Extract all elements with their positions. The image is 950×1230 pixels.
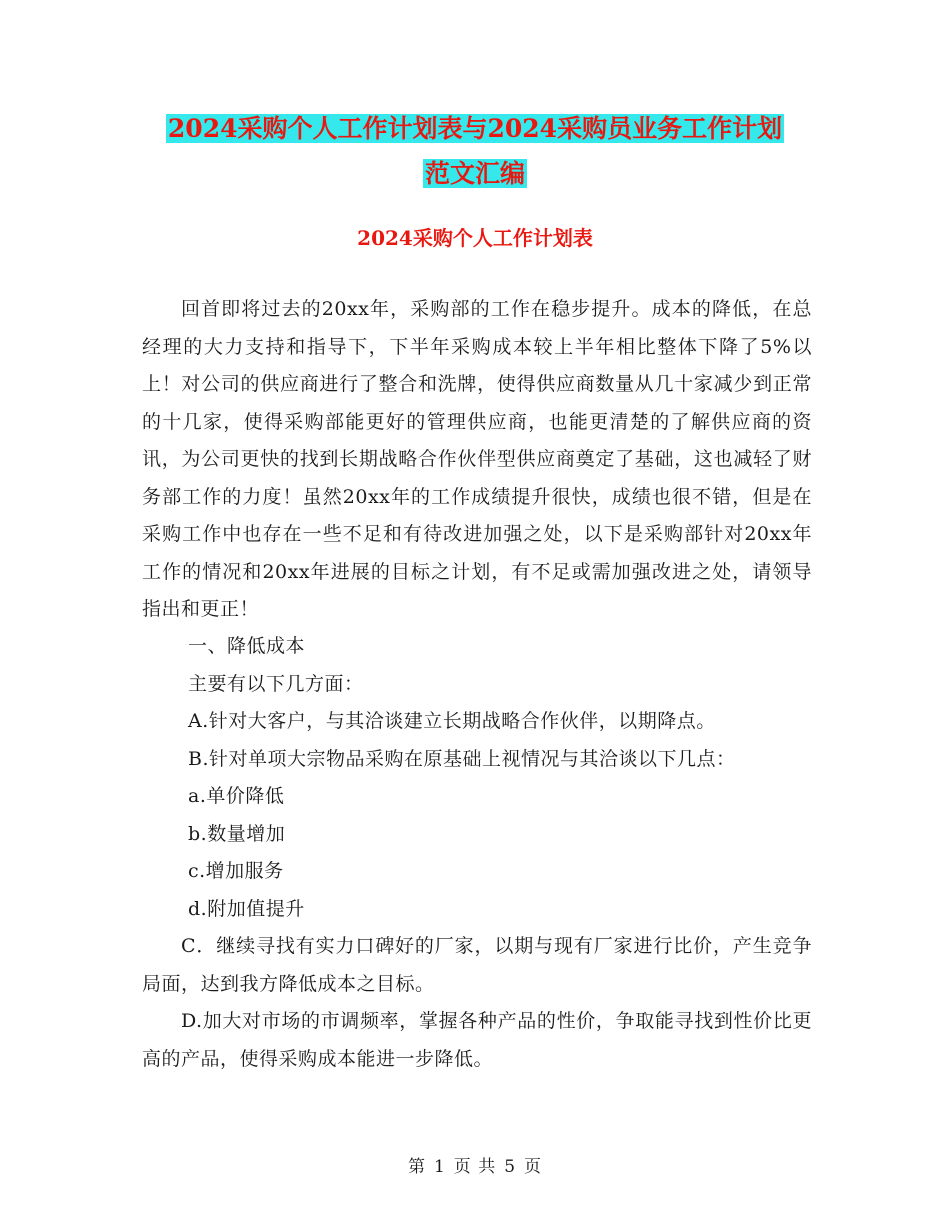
paragraph-c: C．继续寻找有实力口碑好的厂家，以期与现有厂家进行比价，产生竞争局面，达到我方降低成本之目标。 xyxy=(142,935,812,995)
intro-block xyxy=(142,291,812,629)
page-footer xyxy=(0,1152,950,1177)
footer-page-number: 1 xyxy=(433,1157,446,1177)
footer-total-pages: 5 xyxy=(504,1157,517,1177)
list-item: A.针对大客户，与其洽谈建立长期战略合作伙伴，以期降点。 xyxy=(188,710,716,732)
list-item: d.附加值提升 xyxy=(188,897,305,920)
intro-paragraph: 回首即将过去的20xx年，采购部的工作在稳步提升。成本的降低，在总经理的大力支持和指导下，下半年采购成本较上半年相比整体下降了5%以上！对公司的供应商进行了整合和洗牌，使得供应商数量从几十家减少到正常的十几家，使得采购部能更好的管理供应商，也能更清楚的了解供应商的资讯，为公司更快的找到长期战略合作伙伴型供应商奠定了基础，这也减轻了财务部工作的力度！虽然20xx年的工作成绩提升很快，成绩也很不错，但是在采购工作中也存在一些不足和有待改进加强之处，以下是采购部针对20xx年工作的情况和20xx年进展的目标之计划，有不足或需加强改进之处，请领导指出和更正！ xyxy=(142,298,812,620)
footer-middle: 页 共 xyxy=(453,1157,497,1177)
document-title-line-2 xyxy=(0,156,950,192)
list-item: B.针对单项大宗物品采购在原基础上视情况与其洽谈以下几点： xyxy=(188,747,736,770)
document-title-line-1 xyxy=(0,111,950,147)
list-item: b.数量增加 xyxy=(188,822,286,845)
document-title-text-cont: 范文汇编 xyxy=(424,159,525,188)
cost-reduction-block xyxy=(142,628,812,1078)
section-heading: 2024采购个人工作计划表 xyxy=(357,226,593,250)
list-item: c.增加服务 xyxy=(188,860,284,882)
list-item: a.单价降低 xyxy=(188,785,285,807)
footer-prefix: 第 xyxy=(407,1157,426,1177)
document-title-text: 2024采购个人工作计划表与2024采购员业务工作计划 xyxy=(167,114,783,143)
footer-suffix: 页 xyxy=(524,1157,543,1177)
paragraph-d: D.加大对市场的市调频率，掌握各种产品的性价，争取能寻找到性价比更高的产品，使得采购成本能进一步降低。 xyxy=(142,1010,812,1070)
list-item: 主要有以下几方面： xyxy=(188,672,364,695)
list-item: 一、降低成本 xyxy=(188,635,306,657)
